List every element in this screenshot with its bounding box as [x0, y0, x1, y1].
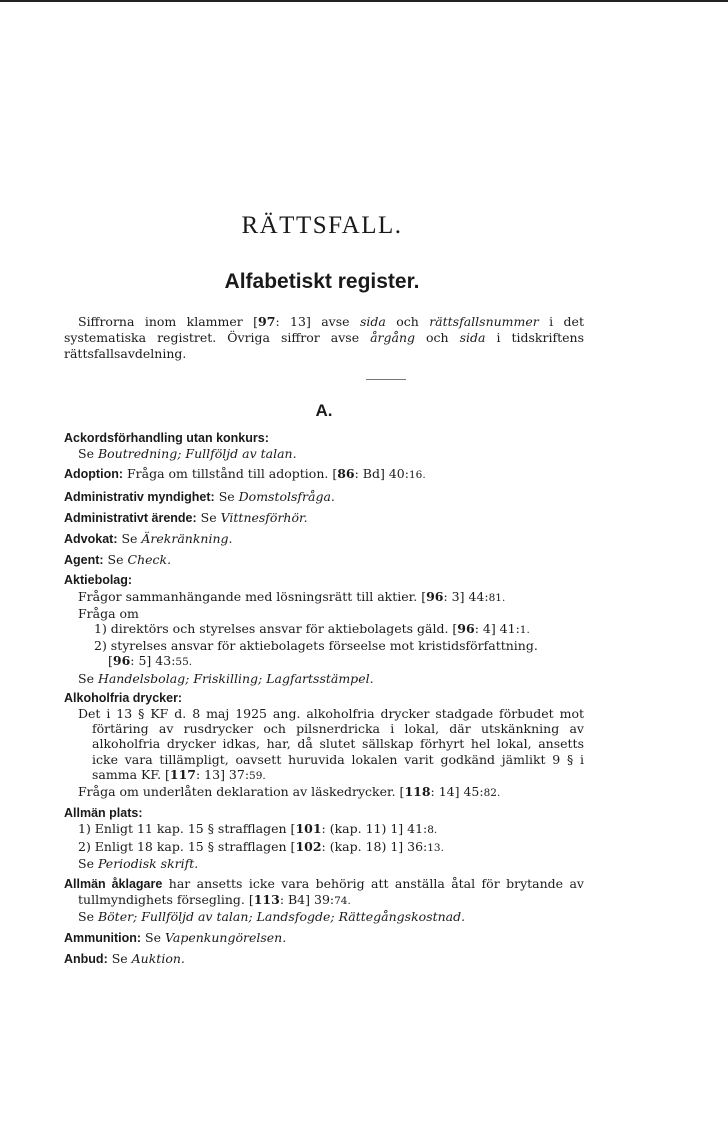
- section-letter: A.: [315, 401, 333, 420]
- entry-alkoholfria-drycker: Alkoholfria drycker: Det i 13 § KF d. 8 maj 1925 ang. alkoholfria drycker stadgade förbudet mot förtäring av rusdrycker och pilsnerdricka i lokal, där utskänkning av alkoholfria drycker idkas, har, då slutet sällskap förhyrt hel lokal, ansetts icke vara tillämpligt, oavsett huruvida lokalen varit godkänd jämlikt 9 § i samma KF. [117: 13] 37:59. Fråga om underlåten deklaration av läskedrycker. [118: 14] 45:82.: [64, 690, 584, 800]
- intro-paragraph: Siffrorna inom klammer [97: 13] avse sida och rättsfallsnummer i det systematiska registret. Övriga siffror avse årgång och sida i tidskriftens rättsfallsavdelning.: [64, 314, 584, 361]
- entry-anbud: Anbud: Se Auktion.: [64, 950, 185, 966]
- entry-allman-plats: Allmän plats: 1) Enligt 11 kap. 15 § strafflagen [101: (kap. 11) 1] 41:8. 2) Enligt 18 kap. 15 § strafflagen [102: (kap. 18) 1] 36:13. Se Periodisk skrift.: [64, 806, 444, 871]
- entry-allman-aklagare: Allmän åklagare har ansetts icke vara behörig att anställa åtal för brytande av tullmyndighets försegling. [113: B4] 39:74. Se Böter; Fullföljd av talan; Landsfogde; Rättegångskostnad.: [64, 876, 584, 925]
- entry-ammunition: Ammunition: Se Vapenkungörelsen.: [64, 929, 287, 945]
- entry-ackordsforhandling: Ackordsförhandling utan konkurs: Se Boutredning; Fullföljd av talan.: [64, 431, 297, 462]
- entry-administrativt-arende: Administrativt ärende: Se Vittnesförhör.: [64, 509, 308, 525]
- page-subtitle: Alfabetiskt register.: [224, 270, 420, 293]
- section-divider: [366, 379, 406, 380]
- page-title: RÄTTSFALL.: [241, 212, 403, 239]
- register-entries: [64, 431, 584, 972]
- entry-agent: Agent: Se Check.: [64, 552, 172, 568]
- entry-administrativ-myndighet: Administrativ myndighet: Se Domstolsfråga.: [64, 488, 335, 504]
- entry-advokat: Advokat: Se Ärekränkning.: [64, 531, 233, 547]
- top-border-line: [0, 0, 728, 2]
- entry-aktiebolag: Aktiebolag: Frågor sammanhängande med lösningsrätt till aktier. [96: 3] 44:81. Fråga om 1) direktörs och styrelses ansvar för aktiebolagets gäld. [96: 4] 41:1. 2) styrelses ansvar för aktiebolagets förseelse mot kristidsförfattning. [96: 5] 43:55. Se Handelsbolag; Friskilling; Lagfartsstämpel.: [64, 573, 538, 686]
- entry-adoption: Adoption: Fråga om tillstånd till adoption. [86: Bd] 40:16.: [64, 466, 426, 482]
